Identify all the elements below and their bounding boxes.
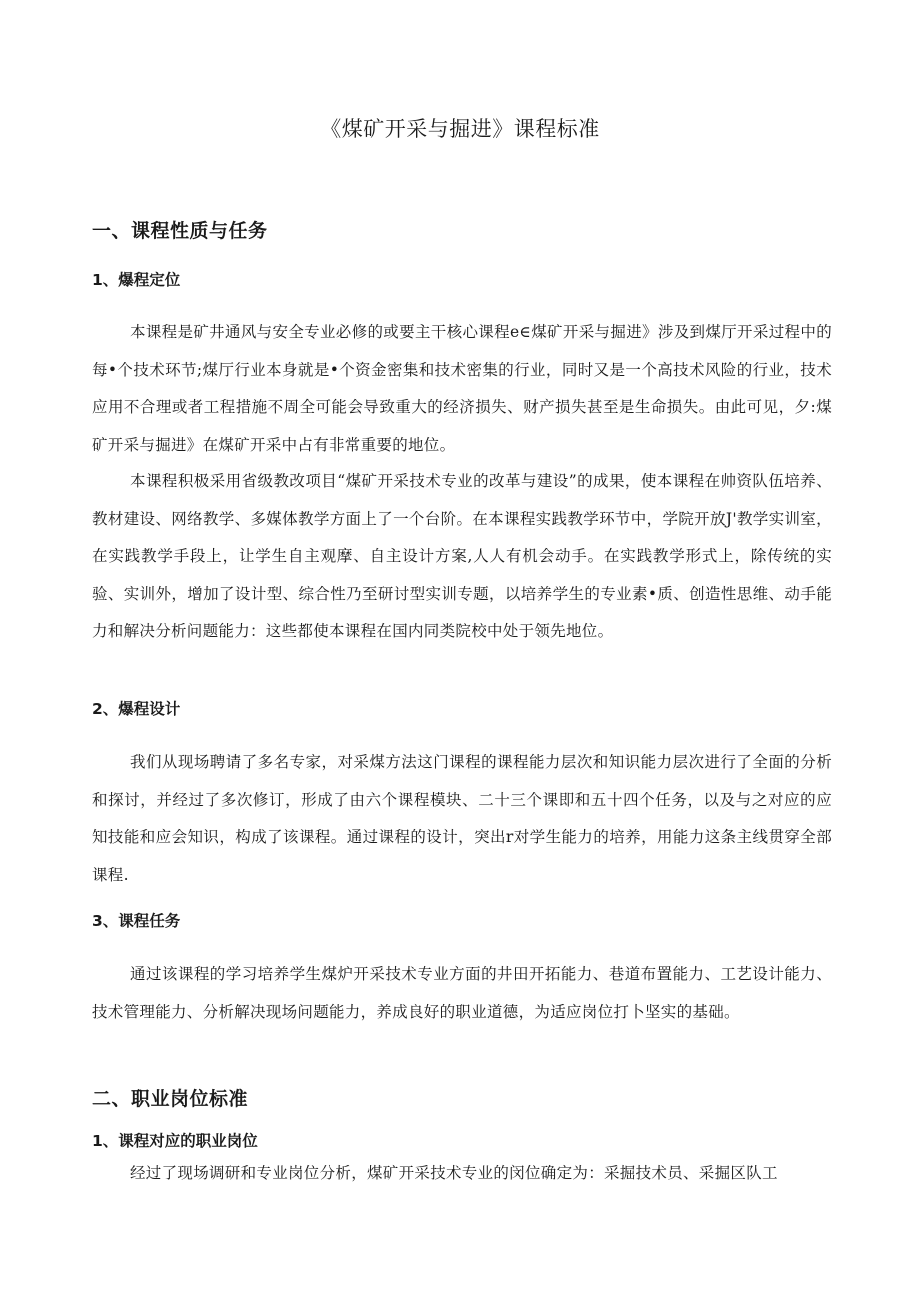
section-heading-1: 一、课程性质与任务 [92,220,268,242]
paragraph: 我们从现场聘请了多名专家，对采煤方法这门课程的课程能力层次和知识能力层次进行了全面的分析和探讨，并经过了多次修订，形成了由六个课程模块、二十三个课即和五十四个任务，以及与之对应的应知技能和应会知识，构成了该课程。通过课程的设计，突出r对学生能力的培养，用能力这条主线贯穿全部课程. [92,753,832,884]
paragraph: 本课程是矿井通风与安全专业必修的或要主干核心课程e∈煤矿开采与掘进》涉及到煤厅开采过程中的每•个技术环节;煤厅行业本身就是•个资金密集和技术密集的行业，同时又是一个高技术风险的行业，技术应用不合理或者工程措施不周全可能会导致重大的经济损失、财产损失甚至是生命损失。由此可见，夕:煤矿开采与掘进》在煤矿开采中占有非常重要的地位。 [92,323,832,454]
paragraph: 经过了现场调研和专业岗位分析，煤矿开采技术专业的闵位确定为：采掘技术员、采掘区队工 [130,1164,778,1182]
subsection-heading-1-3: 3、课程任务 [92,912,181,930]
paragraph: 本课程积极采用省级教改项目“煤矿开采技术专业的改革与建设”的成果，使本课程在帅资队伍培养、教材建设、网络教学、多媒体教学方面上了一个台阶。在本课程实践教学环节中，学院开放J'教学实训室，在实践教学手段上，让学生自主观摩、自主设计方案,人人有机会动手。在实践教学形式上，除传统的实验、实训外，增加了设计型、综合性乃至研讨型实训专题，以培养学生的专业素•质、创造性思维、动手能力和解决分析问题能力：这些都使本课程在国内同类院校中处于领先地位。 [92,472,832,640]
paragraph: 通过该课程的学习培养学生煤炉开采技术专业方面的井田开拓能力、巷道布置能力、工艺设计能力、技术管理能力、分析解决现场问题能力，养成良好的职业道德，为适应岗位打卜坚实的基础。 [92,965,832,1021]
document-title: 《煤矿开采与掘进》课程标准 [320,117,600,141]
section-heading-2: 二、职业岗位标准 [92,1088,249,1110]
subsection-heading-1-1: 1、爆程定位 [92,271,181,289]
subsection-heading-1-2: 2、爆程设计 [92,700,181,718]
subsection-heading-2-1: 1、课程对应的职业岗位 [92,1132,258,1150]
